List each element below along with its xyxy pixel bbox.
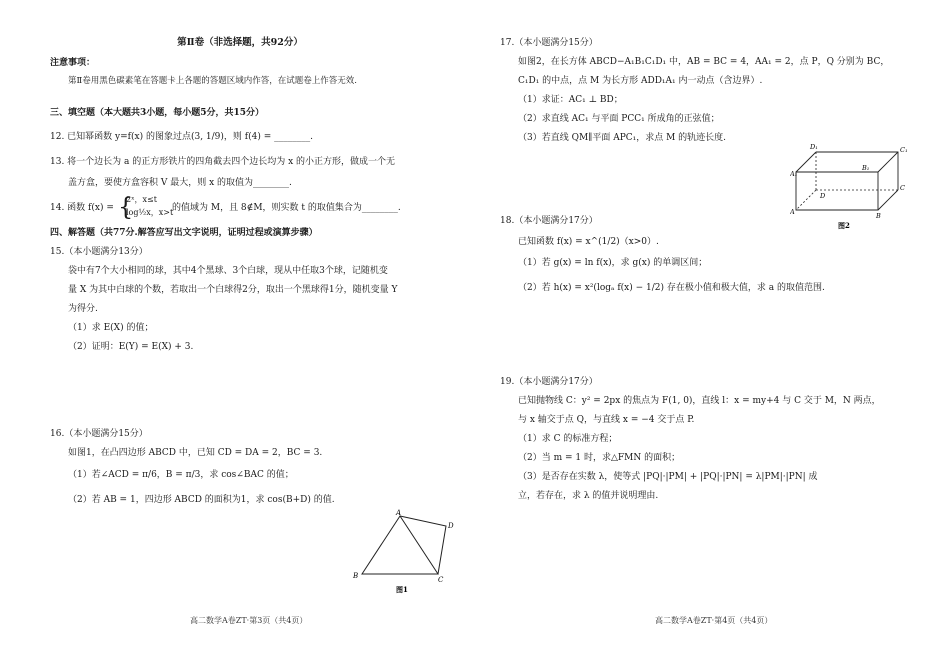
question-16-heading: 16.（本小题满分15分） bbox=[50, 429, 148, 439]
fig2-caption: 图2 bbox=[838, 221, 850, 230]
question-18-part2: （2）若 h(x) = x²(logₐ f(x) − 1/2) 存在极小值和极大值，求 a 的取值范围. bbox=[518, 283, 825, 293]
question-17-heading: 17.（本小题满分15分） bbox=[500, 38, 598, 48]
left-footer: 高二数学A卷ZT·第3页（共4页） bbox=[190, 616, 308, 625]
question-15-line2: 量 X 为其中白球的个数，若取出一个白球得2分，取出一个黑球得1分，随机变量 Y bbox=[68, 285, 398, 295]
fig1-label-B: B bbox=[353, 572, 359, 580]
question-13-line2: 盖方盒，要使方盒容积 V 最大，则 x 的取值为________. bbox=[68, 178, 292, 188]
fig2-label-C1: C₁ bbox=[900, 146, 908, 154]
question-19-heading: 19.（本小题满分17分） bbox=[500, 377, 598, 387]
question-16-part1: （1）若∠ACD = π/6，B = π/3，求 cos∠BAC 的值； bbox=[68, 470, 294, 480]
fig2-label-D: D bbox=[820, 192, 826, 200]
fig1-label-A: A bbox=[396, 509, 402, 517]
section-4-title: 四、解答题（共77分.解答应写出文字说明，证明过程或演算步骤） bbox=[50, 228, 318, 238]
right-footer: 高二数学A卷ZT·第4页（共4页） bbox=[655, 616, 773, 625]
fig2-label-D1: D₁ bbox=[810, 143, 818, 151]
fig1-caption: 图1 bbox=[396, 585, 408, 594]
question-18-part1: （1）若 g(x) = ln f(x)，求 g(x) 的单调区间； bbox=[518, 258, 708, 268]
fig1-label-C: C bbox=[438, 576, 444, 584]
question-17-part3: （3）若直线 QM∥平面 APC₁，求点 M 的轨迹长度. bbox=[518, 133, 727, 143]
question-14-case2: log½x，x>t bbox=[126, 208, 174, 217]
question-14-case1: 2ˣ，x≤t bbox=[126, 195, 157, 204]
section-header: 第Ⅱ卷（非选择题，共92分） bbox=[177, 37, 303, 48]
question-15-part1: （1）求 E(X) 的值； bbox=[68, 323, 154, 333]
question-18-line1: 已知函数 f(x) = x^(1/2)（x>0）. bbox=[518, 237, 659, 247]
right-page bbox=[475, 0, 950, 654]
fig2-label-B1: B₁ bbox=[862, 164, 870, 172]
question-17-line1: 如图2，在长方体 ABCD−A₁B₁C₁D₁ 中，AB = BC = 4，AA₁ = 2，点 P，Q 分别为 BC， bbox=[518, 57, 890, 67]
notice-title: 注意事项： bbox=[50, 58, 96, 68]
fig2-label-A1: A₁ bbox=[790, 170, 798, 178]
fig2-label-C: C bbox=[900, 184, 905, 192]
question-14-suffix: 的值域为 M，且 8∉M，则实数 t 的取值集合为________. bbox=[172, 203, 401, 213]
section-3-title: 三、填空题（本大题共3小题，每小题5分，共15分） bbox=[50, 108, 265, 118]
question-18-heading: 18.（本小题满分17分） bbox=[500, 216, 598, 226]
figure-2-cuboid bbox=[790, 140, 910, 232]
question-12: 12. 已知幂函数 y=f(x) 的图象过点(3, 1/9)，则 f(4) = ________. bbox=[50, 132, 313, 142]
piecewise-brace: { bbox=[118, 193, 134, 221]
question-14-prefix: 14. 函数 f(x) = bbox=[50, 203, 114, 213]
question-17-line2: C₁D₁ 的中点，点 M 为长方形 ADD₁A₁ 内一动点（含边界）. bbox=[518, 76, 763, 86]
question-19-part3: （3）是否存在实数 λ，使等式 |PQ|·|PM| + |PQ|·|PN| = λ|PM|·|PN| 成 bbox=[518, 472, 818, 482]
question-17-part2: （2）求直线 AC₁ 与平面 PCC₁ 所成角的正弦值； bbox=[518, 114, 720, 124]
question-19-line1: 已知抛物线 C：y² = 2px 的焦点为 F(1, 0)，直线 l：x = my+4 与 C 交于 M，N 两点， bbox=[518, 396, 881, 406]
question-15-line3: 为得分. bbox=[68, 304, 98, 314]
question-19-part4: 立，若存在，求 λ 的值并说明理由. bbox=[518, 491, 659, 501]
notice-text: 第Ⅱ卷用黑色碳素笔在答题卡上各题的答题区域内作答，在试题卷上作答无效. bbox=[68, 76, 357, 86]
question-15-line1: 袋中有7个大小相同的球，其中4个黑球、3个白球，现从中任取3个球，记随机变 bbox=[68, 266, 388, 276]
fig1-label-D: D bbox=[448, 522, 454, 530]
question-13-line1: 13. 将一个边长为 a 的正方形铁片的四角截去四个边长均为 x 的小正方形，做成一个无 bbox=[50, 157, 396, 167]
question-15-heading: 15.（本小题满分13分） bbox=[50, 247, 148, 257]
question-16-part2: （2）若 AB = 1，四边形 ABCD 的面积为1，求 cos(B+D) 的值. bbox=[68, 495, 335, 505]
fig2-label-A: A bbox=[790, 208, 795, 216]
question-15-part2: （2）证明：E(Y) = E(X) + 3. bbox=[68, 342, 194, 352]
question-16-line1: 如图1，在凸四边形 ABCD 中，已知 CD = DA = 2，BC = 3. bbox=[68, 448, 323, 458]
question-19-part2: （2）当 m = 1 时，求△FMN 的面积； bbox=[518, 453, 681, 463]
question-17-part1: （1）求证：AC₁ ⊥ BD； bbox=[518, 95, 623, 105]
fig2-label-B: B bbox=[876, 212, 881, 220]
question-19-line2: 与 x 轴交于点 Q，与直线 x = −4 交于点 P. bbox=[518, 415, 695, 425]
figure-1-quadrilateral bbox=[350, 508, 460, 596]
question-19-part1: （1）求 C 的标准方程； bbox=[518, 434, 618, 444]
